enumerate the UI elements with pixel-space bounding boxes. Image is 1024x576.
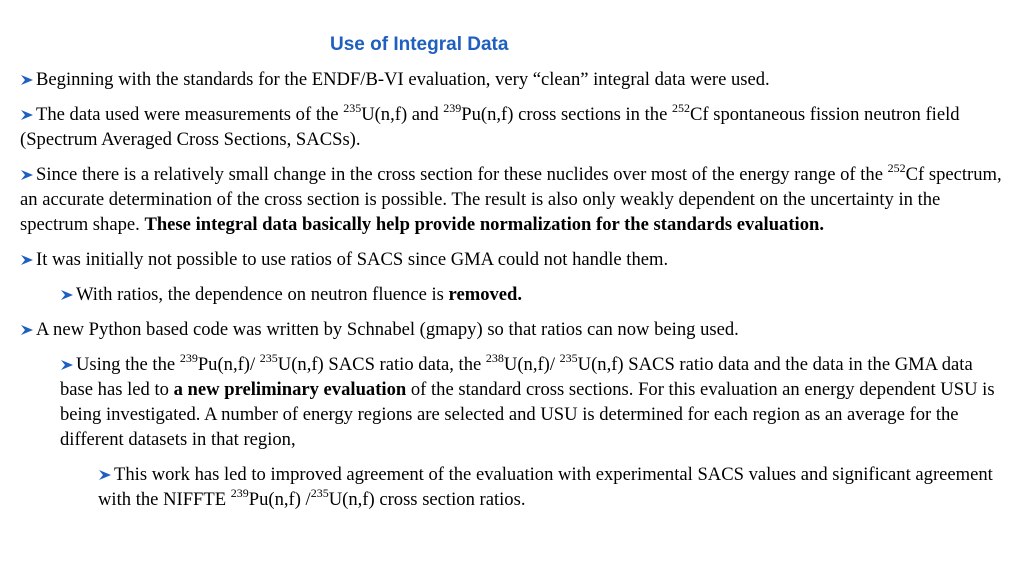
- bullet-emphasis: These integral data basically help provide normalization for the standards evaluation.: [144, 214, 824, 235]
- bullet-ratios-gma: [20, 247, 1004, 272]
- arrow-bullet-icon: [20, 324, 34, 336]
- bullet-text: U(n,f)/: [503, 354, 560, 375]
- bullet-text: Pu(n,f) cross sections in the: [461, 104, 672, 125]
- bullet-text: of the standard cross sections. For this evaluation an energy dependent USU is being investigated. A number of energy regions are selected and USU is determined for each region as an average for the different datasets in that region,: [60, 379, 995, 450]
- arrow-bullet-icon: [20, 109, 34, 121]
- mass-number: 239: [230, 485, 249, 500]
- mass-number: 235: [559, 350, 578, 365]
- bullet-text: It was initially not possible to use ratios of SACS since GMA could not handle them.: [36, 249, 669, 270]
- bullet-text: Cf spontaneous fission neutron field (Spectrum Averaged Cross Sections, SACSs).: [20, 104, 960, 150]
- bullet-text: Beginning with the standards for the ENDF/B-VI evaluation, very “clean” integral data were used.: [36, 69, 770, 90]
- mass-number: 235: [259, 350, 278, 365]
- bullet-data-measurements: [20, 102, 1004, 152]
- bullet-text: U(n,f) SACS ratio data, the: [277, 354, 486, 375]
- bullet-text: Since there is a relatively small change in the cross section for these nuclides over most of the energy range of the: [36, 164, 888, 185]
- bullet-emphasis: a new preliminary evaluation: [173, 379, 407, 400]
- arrow-bullet-icon: [98, 469, 112, 481]
- arrow-bullet-icon: [20, 254, 34, 266]
- bullet-text: Pu(n,f)/: [197, 354, 260, 375]
- bullet-text: The data used were measurements of the: [36, 104, 344, 125]
- bullet-text: Using the the: [76, 354, 180, 375]
- bullet-gmapy-code: [20, 317, 1004, 342]
- sub-sub-bullet-niffte-agreement: [98, 462, 1004, 512]
- bullet-text: With ratios, the dependence on neutron fluence is: [76, 284, 449, 305]
- bullet-cross-section-change: [20, 162, 1004, 237]
- mass-number: 235: [310, 485, 329, 500]
- arrow-bullet-icon: [60, 359, 74, 371]
- bullet-emphasis: removed.: [448, 284, 523, 305]
- bullet-text: U(n,f) and: [361, 104, 444, 125]
- bullet-text: U(n,f) SACS ratio data and the data in the GMA data base has led to: [60, 354, 973, 400]
- mass-number: 239: [443, 100, 462, 115]
- slide-title: Use of Integral Data: [330, 34, 509, 55]
- bullet-text: This work has led to improved agreement of the evaluation with experimental SACS values and significant agreement with the NIFFTE: [98, 464, 993, 510]
- bullet-text: U(n,f) cross section ratios.: [328, 489, 526, 510]
- bullet-endf-standards: [20, 67, 1004, 92]
- mass-number: 252: [887, 160, 906, 175]
- mass-number: 235: [343, 100, 362, 115]
- mass-number: 239: [179, 350, 198, 365]
- arrow-bullet-icon: [60, 289, 74, 301]
- mass-number: 238: [485, 350, 504, 365]
- bullet-text: Pu(n,f) /: [248, 489, 311, 510]
- mass-number: 252: [671, 100, 690, 115]
- sub-bullet-neutron-fluence: [60, 282, 1004, 307]
- sub-bullet-sacs-ratio-data: [60, 352, 1004, 452]
- bullet-text: Cf spectrum, an accurate determination of the cross section is possible. The result is also only weakly dependent on the uncertainty in the spectrum shape.: [20, 164, 1002, 235]
- bullet-text: A new Python based code was written by Schnabel (gmapy) so that ratios can now being used.: [36, 319, 739, 340]
- arrow-bullet-icon: [20, 74, 34, 86]
- arrow-bullet-icon: [20, 169, 34, 181]
- slide-body: [20, 67, 1004, 522]
